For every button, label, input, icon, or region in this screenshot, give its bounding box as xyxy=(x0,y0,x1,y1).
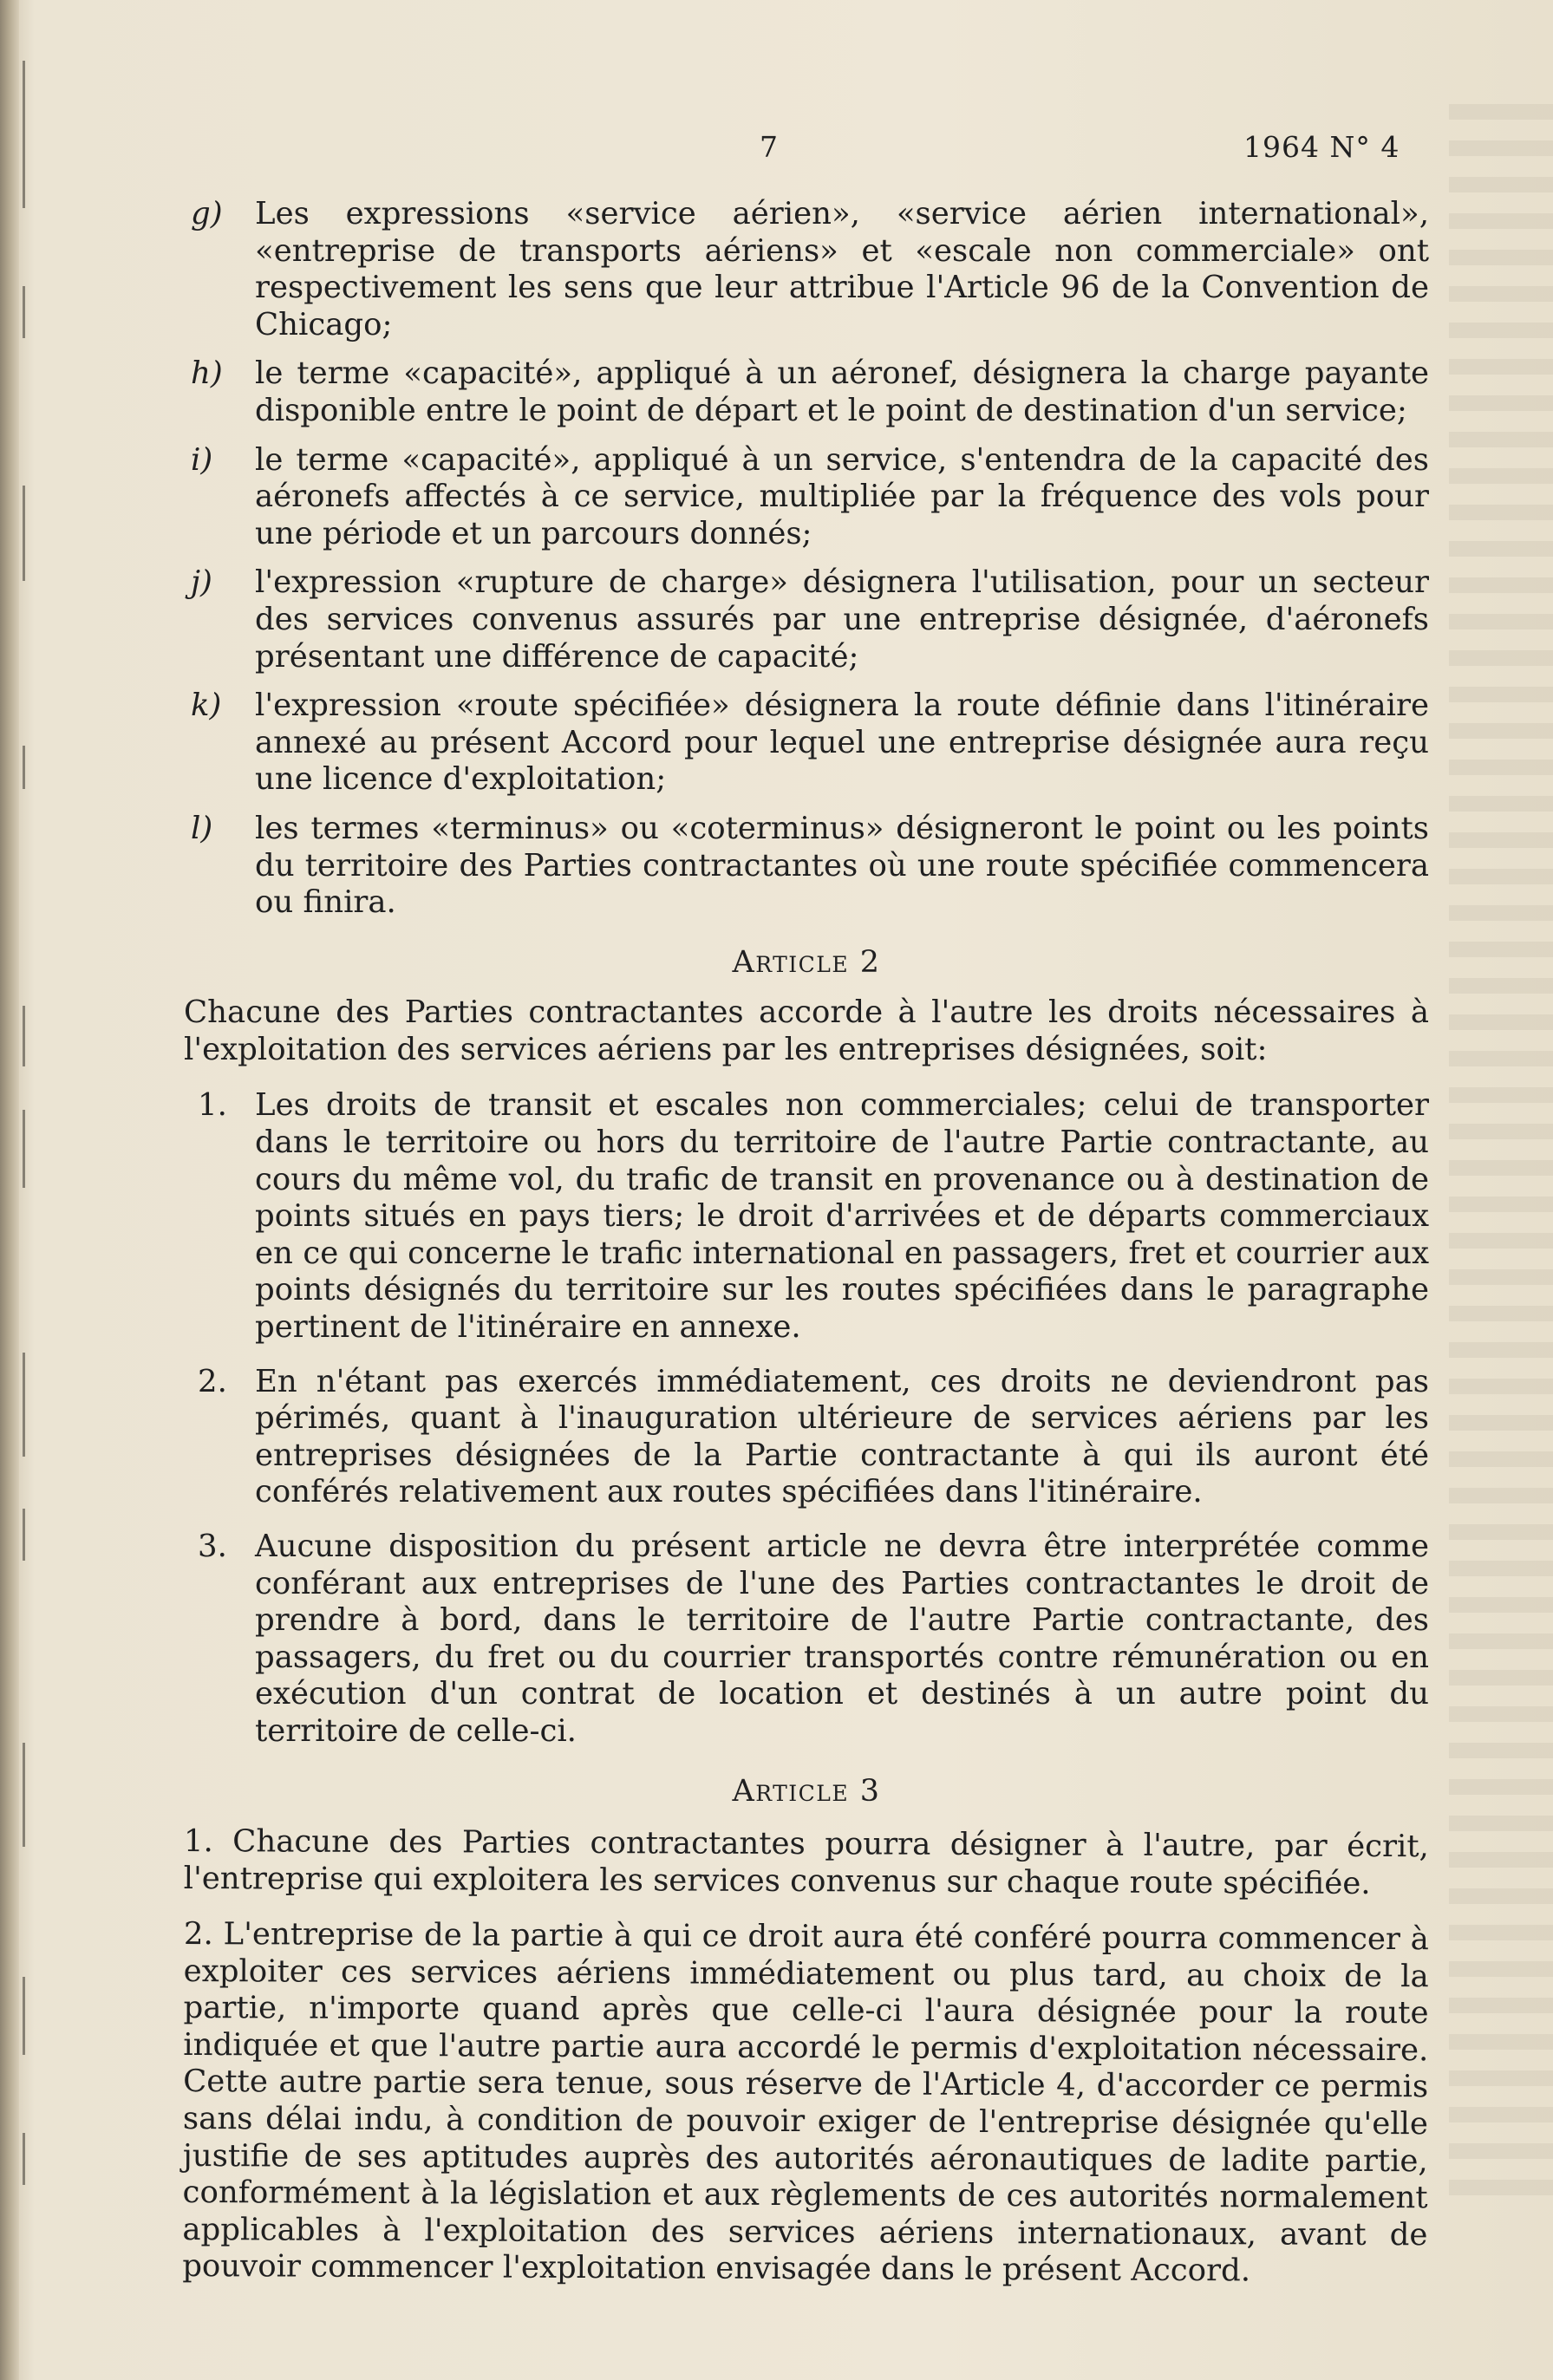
item-number: 3. xyxy=(198,1529,227,1564)
item-text: Aucune disposition du présent article ne devra être interprétée comme conférant aux entreprises de l'une des Parties contractantes le droit de prendre à bord, dans le territoire de l'autre Partie contractante, des passagers, du fret ou du courrier transportés contre rémunération ou en exécution d'un contrat de location et destinés à un autre point du territoire de celle-ci. xyxy=(255,1529,1429,1749)
definition-label: g) xyxy=(191,196,223,231)
article-2-item-2 xyxy=(184,1364,1429,1511)
definition-label: l) xyxy=(191,810,213,846)
definition-l xyxy=(184,811,1429,922)
item-text: En n'étant pas exercés immédiatement, ces droits ne deviendront pas périmés, quant à l'inauguration ultérieure de services aériens par les entreprises désignées de la Partie contractante à qui ils auront été conférés relativement aux routes spécifiées dans l'itinéraire. xyxy=(255,1363,1429,1510)
page-number: 7 xyxy=(760,130,778,164)
bleed-through-text xyxy=(1449,104,1553,2202)
definition-h xyxy=(184,355,1429,429)
definition-text: le terme «capacité», appliqué à un service, s'entendra de la capacité des aéronefs affectés à ce service, multipliée par la fréquence des vols pour une période et un parcours donnés; xyxy=(255,441,1429,551)
page-header xyxy=(0,130,1553,173)
article-2-heading: Article 2 xyxy=(732,944,881,980)
definition-text: l'expression «route spécifiée» désignera la route définie dans l'itinéraire annexé au présent Accord pour lequel une entreprise désignée aura reçu une licence d'exploitation; xyxy=(255,688,1429,798)
article-3-heading: Article 3 xyxy=(732,1773,881,1809)
definition-label: i) xyxy=(191,441,213,478)
item-text: Les droits de transit et escales non commerciales; celui de transporter dans le territoire ou hors du territoire de l'autre Partie contractante, au cours du même vol, du trafic de transit en provenance ou à destination de points situés en pays tiers; le droit d'arrivées et de départs commerciaux en ce qui concerne le trafic international en passagers, fret et courrier aux points désignés du territoire sur les routes spécifiées dans le paragraphe pertinent de l'itinéraire en annexe. xyxy=(255,1087,1429,1346)
definition-text: les termes «terminus» ou «coterminus» désigneront le point ou les points du territoire des Parties contractantes où une route spécifiée commencera ou finira. xyxy=(255,810,1429,921)
article-2-intro: Chacune des Parties contractantes accorde à l'autre les droits nécessaires à l'exploitation des services aériens par les entreprises désignées, soit: xyxy=(184,994,1429,1067)
definition-label: h) xyxy=(191,355,223,392)
definition-text: l'expression «rupture de charge» désignera l'utilisation, pour un secteur des services convenus assurés par une entreprise désignée, d'aéronefs présentant une différence de capacité; xyxy=(255,564,1429,675)
journal-reference: 1964 N° 4 xyxy=(1243,130,1400,164)
definition-g xyxy=(184,196,1429,343)
definition-j xyxy=(184,564,1429,675)
definition-label: k) xyxy=(191,688,222,724)
document-body xyxy=(184,196,1429,2305)
definition-text: le terme «capacité», appliqué à un aéronef, désignera la charge payante disponible entre le point de départ et le point de destination d'un service; xyxy=(255,355,1429,428)
item-number: 1. xyxy=(198,1087,227,1124)
definition-i xyxy=(184,442,1429,553)
article-2-item-3 xyxy=(184,1529,1429,1751)
article-3-paragraph-2: 2. L'entreprise de la partie à qui ce droit aura été conféré pourra commencer à exploiter ces services aériens immédiatement ou plus tard, au choix de la partie, n'importe quand après que celle-ci l'aura désignée pour la route indiquée et que l'autre partie aura accordé le permis d'exploitation nécessaire. Cette autre partie sera tenue, sous réserve de l'Article 4, d'accorder ce permis sans délai indu, à condition de pouvoir exiger de l'entreprise désignée qu'elle justifie de ses aptitudes auprès des autorités aéronautiques de ladite partie, conformément à la législation et aux règlements de ces autorités normalement applicables à l'exploitation des services aériens internationaux, avant de pouvoir commencer l'exploitation envisagée dans le présent Accord. xyxy=(182,1916,1429,2290)
definition-label: j) xyxy=(191,564,212,601)
article-3-paragraph-1: 1. Chacune des Parties contractantes pourra désigner à l'autre, par écrit, l'entreprise qui exploitera les services convenus sur chaque route spécifiée. xyxy=(183,1823,1429,1901)
article-2-item-1 xyxy=(184,1087,1429,1346)
page-binding xyxy=(0,0,19,2380)
margin-marks xyxy=(23,0,31,2380)
item-number: 2. xyxy=(198,1363,227,1399)
definition-k xyxy=(184,688,1429,799)
definition-text: Les expressions «service aérien», «service aérien international», «entreprise de transports aériens» et «escale non commerciale» ont respectivement les sens que leur attribue l'Article 96 de la Convention de Chicago; xyxy=(255,196,1429,342)
